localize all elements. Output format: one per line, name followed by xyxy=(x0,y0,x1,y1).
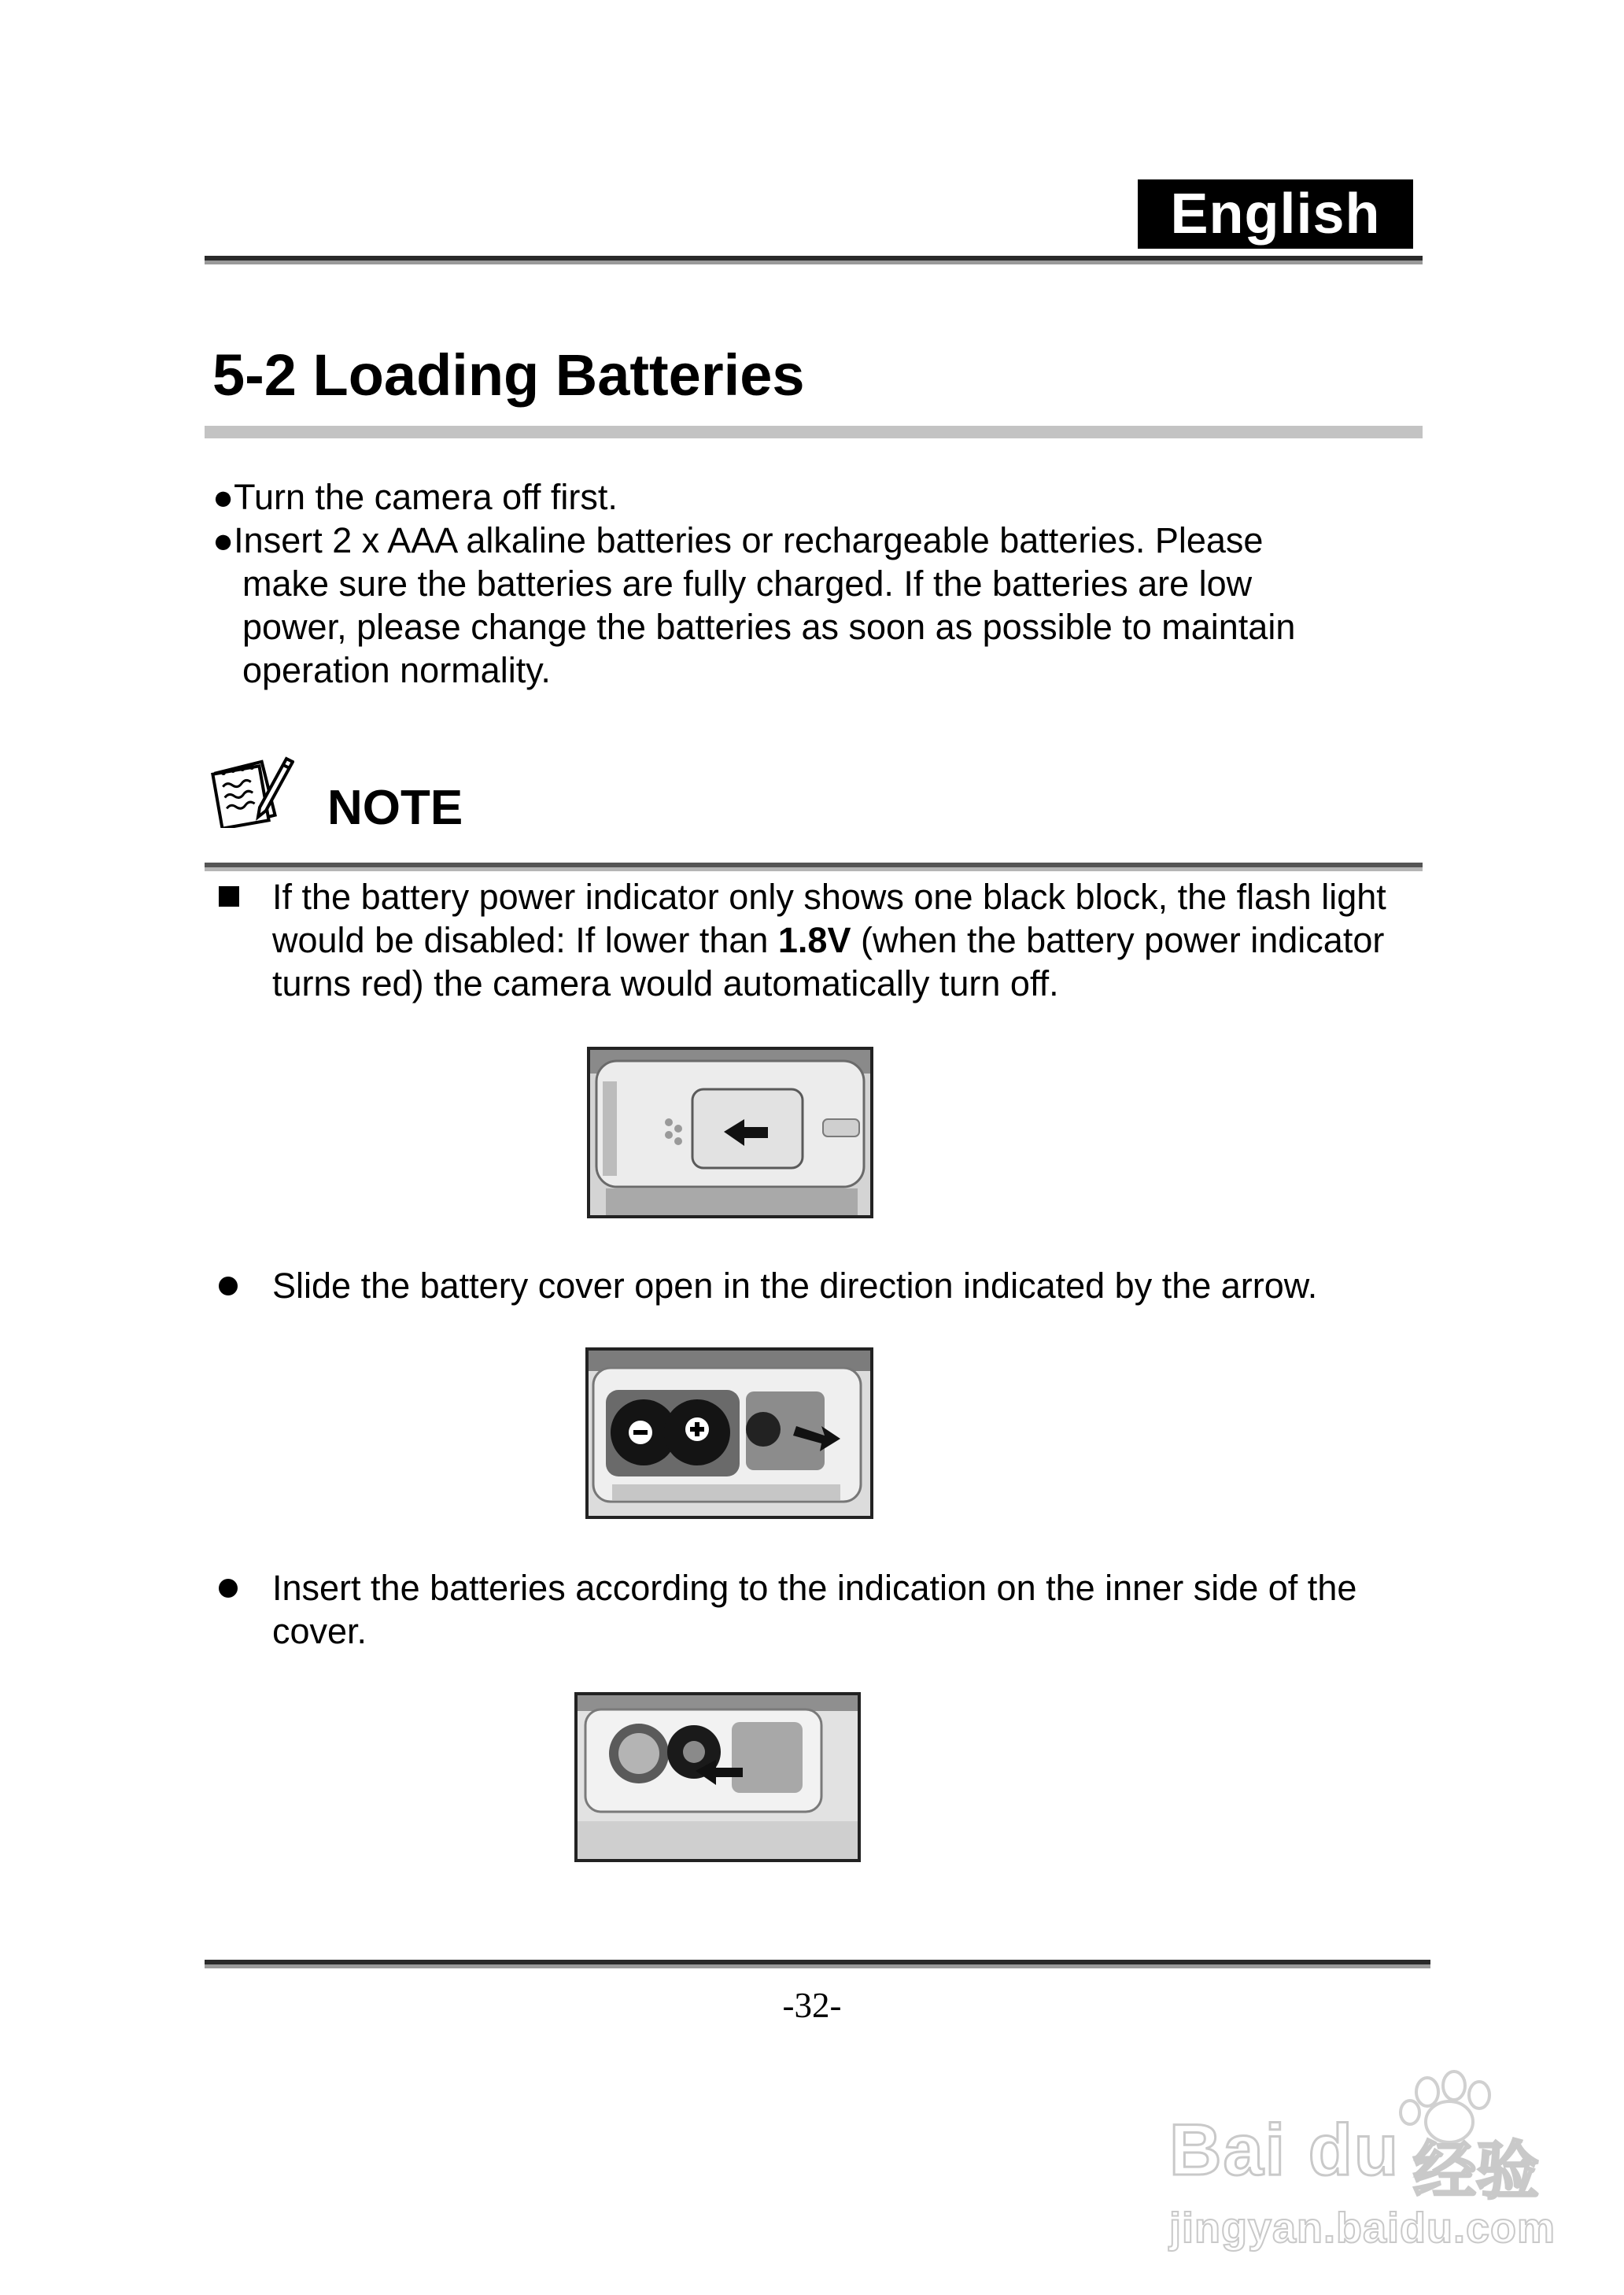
step-item xyxy=(212,1566,1408,1653)
note-item xyxy=(212,875,1408,1005)
notepad-pencil-icon xyxy=(211,749,294,828)
footer-rule-shadow xyxy=(205,1964,1430,1968)
header-rule-shadow xyxy=(205,261,1423,264)
round-bullet-icon xyxy=(212,1566,272,1653)
section-title: 5-2 Loading Batteries xyxy=(212,342,805,408)
watermark-brand: Bai du xyxy=(1169,2110,1401,2190)
step-text: Slide the battery cover open in the direction indicated by the arrow. xyxy=(272,1266,1318,1306)
battery-cover-closed-photo xyxy=(587,1047,873,1218)
section-rule xyxy=(205,426,1423,438)
intro-line: make sure the batteries are fully charged. If the batteries are low xyxy=(242,564,1253,604)
watermark-url: jingyan.baidu.com xyxy=(1169,2204,1556,2252)
battery-compartment-photo xyxy=(585,1347,873,1519)
page-number: -32- xyxy=(782,1986,842,2025)
square-bullet-icon xyxy=(212,875,272,1005)
battery-insert-photo xyxy=(574,1692,861,1862)
note-rule-shadow xyxy=(205,867,1423,871)
voltage-value: 1.8V xyxy=(777,920,851,960)
step-text: Insert the batteries according to the indication on the inner side of the cover. xyxy=(272,1568,1357,1651)
intro-line: ●Insert 2 x AAA alkaline batteries or rechargeable batteries. Please xyxy=(212,520,1264,560)
round-bullet-icon xyxy=(212,1264,272,1307)
language-badge: English xyxy=(1138,179,1413,249)
intro-line: power, please change the batteries as soon as possible to maintain xyxy=(242,607,1296,647)
intro-line: ●Turn the camera off first. xyxy=(212,477,618,517)
note-text: If the battery power indicator only shows one black block, the flash light would be disabled: If lower than 1.8V (when the battery power indicator turns red) the camera would automatically turn off. xyxy=(272,877,1386,1003)
note-label: NOTE xyxy=(327,781,463,835)
step-item xyxy=(212,1264,1408,1307)
watermark-chinese: 经验 xyxy=(1413,2136,1539,2206)
intro-line: operation normality. xyxy=(242,650,551,690)
intro-list xyxy=(212,475,1408,692)
